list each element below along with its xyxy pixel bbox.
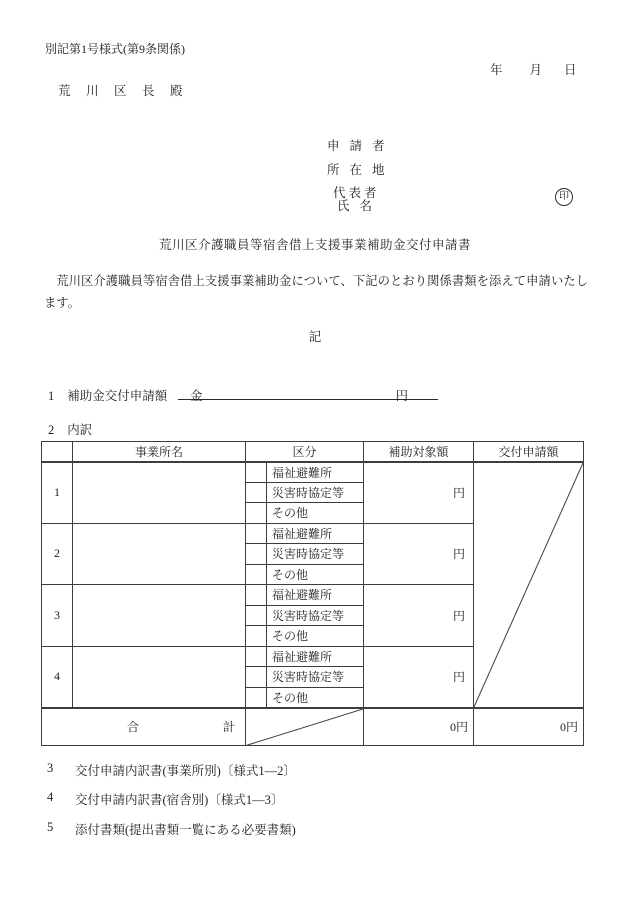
category-label-cell: 福祉避難所 — [267, 585, 364, 606]
header-row-number — [42, 442, 73, 462]
seal-character: 印 — [559, 191, 569, 202]
office-name-cell — [73, 585, 246, 647]
section1-number: 1 — [48, 389, 55, 403]
addressee-label: 荒川区長殿 — [58, 84, 199, 98]
category-label-cell: その他 — [267, 564, 364, 585]
total-category-crossed-cell — [246, 708, 364, 746]
attachment-item — [47, 820, 296, 838]
representative-name-label: 氏名 — [337, 199, 383, 213]
total-application-amount: 0円 — [474, 708, 584, 746]
subsidy-target-amount-cell: 円 — [364, 585, 474, 647]
amount-fill-line — [178, 386, 438, 403]
amount-prefix-label: 金 — [190, 389, 203, 403]
category-checkbox-cell — [246, 585, 267, 606]
seal-stamp-mark — [555, 188, 573, 206]
category-label-cell: 災害時協定等 — [267, 482, 364, 503]
category-checkbox-cell — [246, 564, 267, 585]
total-label-part2: 計 — [223, 720, 236, 735]
header-application-amount: 交付申請額 — [474, 442, 584, 462]
section2-title: 内訳 — [67, 423, 93, 437]
section1-label — [48, 386, 167, 404]
total-subsidy-target-amount: 0円 — [364, 708, 474, 746]
table-row — [42, 462, 584, 483]
total-label-part1: 合 — [127, 720, 140, 735]
category-label-cell: 福祉避難所 — [267, 523, 364, 544]
attachment-item — [47, 790, 283, 808]
representative-label: 代表者 — [333, 186, 380, 200]
category-checkbox-cell — [246, 667, 267, 688]
date-line — [490, 60, 577, 78]
row-number-cell: 1 — [42, 462, 73, 524]
document-title: 荒川区介護職員等宿舎借上支援事業補助金交付申請書 — [158, 238, 471, 252]
category-checkbox-cell — [246, 646, 267, 667]
attachment-number: 3 — [47, 761, 54, 775]
category-checkbox-cell — [246, 523, 267, 544]
subsidy-target-amount-cell: 円 — [364, 462, 474, 524]
category-label-cell: 福祉避難所 — [267, 646, 364, 667]
row-number-cell: 3 — [42, 585, 73, 647]
category-checkbox-cell — [246, 605, 267, 626]
applicant-label: 申請者 — [327, 139, 395, 153]
body-paragraph: 荒川区介護職員等宿舎借上支援事業補助金について、下記のとおり関係書類を添えて申請いたします。 — [44, 274, 588, 310]
attachment-text: 添付書類(提出書類一覧にある必要書類) — [75, 823, 296, 837]
category-checkbox-cell — [246, 626, 267, 647]
header-office-name: 事業所名 — [73, 442, 246, 462]
total-row — [42, 708, 584, 746]
attachment-text: 交付申請内訳書(宿舎別)〔様式1―3〕 — [75, 793, 284, 807]
section1-title: 補助金交付申請額 — [67, 389, 168, 403]
header-category: 区分 — [246, 442, 364, 462]
date-month-label: 月 — [529, 63, 543, 77]
attachment-number: 4 — [47, 790, 54, 804]
row-number-cell: 2 — [42, 523, 73, 585]
date-day-label: 日 — [564, 63, 577, 77]
subsidy-target-amount-cell: 円 — [364, 523, 474, 585]
notice-marker: 記 — [308, 330, 322, 344]
attachment-number: 5 — [47, 820, 54, 834]
office-name-cell — [73, 523, 246, 585]
category-label-cell: 災害時協定等 — [267, 667, 364, 688]
category-label-cell: 災害時協定等 — [267, 605, 364, 626]
amount-unit-label: 円 — [395, 389, 408, 403]
attachment-text: 交付申請内訳書(事業所別)〔様式1―2〕 — [75, 764, 296, 778]
form-number-label: 別記第1号様式(第9条関係) — [45, 42, 185, 56]
category-label-cell: その他 — [267, 687, 364, 708]
application-amount-crossed-cell — [474, 462, 584, 708]
category-checkbox-cell — [246, 482, 267, 503]
row-number-cell: 4 — [42, 646, 73, 708]
category-checkbox-cell — [246, 462, 267, 483]
breakdown-table — [41, 441, 584, 746]
table-header-row — [42, 442, 584, 462]
diagonal-line — [474, 463, 583, 707]
total-label-cell — [42, 708, 246, 746]
category-checkbox-cell — [246, 687, 267, 708]
category-label-cell: 福祉避難所 — [267, 462, 364, 483]
category-label-cell: その他 — [267, 503, 364, 524]
applicant-address-label: 所在地 — [327, 163, 395, 177]
category-label-cell: その他 — [267, 626, 364, 647]
subsidy-target-amount-cell: 円 — [364, 646, 474, 708]
category-label-cell: 災害時協定等 — [267, 544, 364, 565]
date-year-label: 年 — [490, 63, 503, 77]
header-subsidy-target-amount: 補助対象額 — [364, 442, 474, 462]
section2-number: 2 — [48, 423, 55, 437]
attachment-item — [47, 761, 296, 779]
diagonal-line — [246, 709, 363, 746]
office-name-cell — [73, 462, 246, 524]
category-checkbox-cell — [246, 544, 267, 565]
office-name-cell — [73, 646, 246, 708]
section2-label — [48, 420, 92, 438]
category-checkbox-cell — [246, 503, 267, 524]
